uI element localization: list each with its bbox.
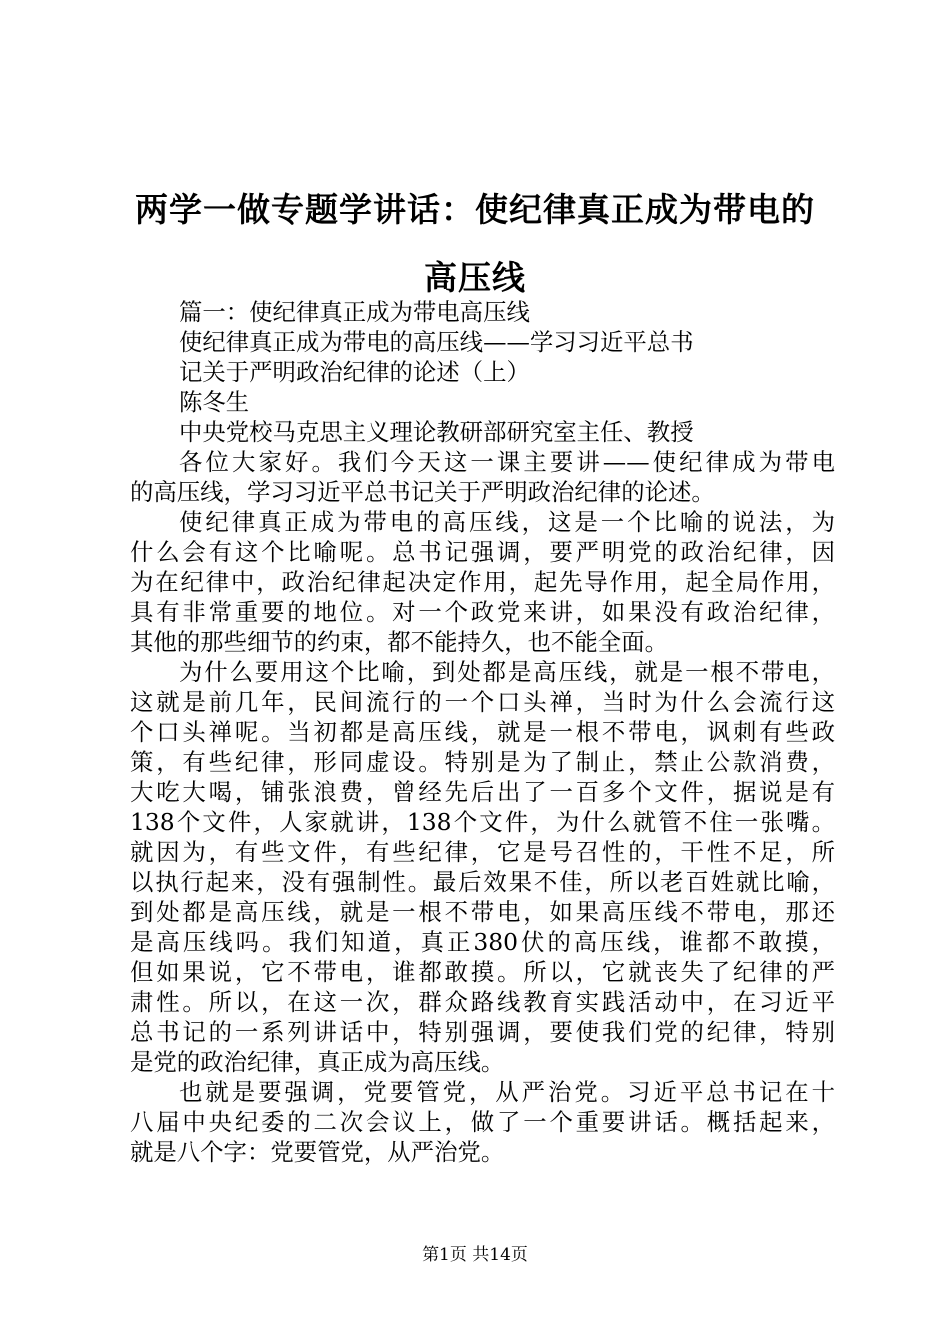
- paragraph: [130, 657, 835, 1077]
- paragraph-line: 陈冬生: [179, 388, 250, 416]
- paragraph-line: 是党的政治纪律，真正成为高压线。: [130, 1048, 505, 1076]
- title-line-1: 两学一做专题学讲话：使纪律真正成为带电的: [135, 190, 815, 229]
- paragraph-line: 138个文件，人家就讲，138个文件，为什么就管不住一张嘴。: [130, 808, 835, 836]
- paragraph-line: 策，有些纪律，形同虚设。特别是为了制止，禁止公款消费，: [130, 748, 835, 776]
- paragraph-line: 也就是要强调，党要管党，从严治党。习近平总书记在十: [179, 1078, 835, 1106]
- paragraph-line: 但如果说，它不带电，谁都敢摸。所以，它就丧失了纪律的严: [130, 958, 835, 986]
- paragraph-line: 具有非常重要的地位。对一个政党来讲，如果没有政治纪律，: [130, 598, 835, 626]
- paragraph-line: 记关于严明政治纪律的论述（上）: [179, 358, 530, 386]
- paragraph-line: 这就是前几年，民间流行的一个口头禅，当时为什么会流行这: [130, 688, 835, 716]
- paragraph-line: 个口头禅呢。当初都是高压线，就是一根不带电，讽刺有些政: [130, 718, 835, 746]
- paragraph-line: 中央党校马克思主义理论教研部研究室主任、教授: [179, 418, 694, 446]
- paragraph-line: 总书记的一系列讲话中，特别强调，要使我们党的纪律，特别: [130, 1018, 835, 1046]
- paragraph-line: 大吃大喝，铺张浪费，曾经先后出了一百多个文件，据说是有: [130, 778, 835, 806]
- page-footer: 第1页 共14页: [422, 1245, 528, 1265]
- paragraph: [130, 327, 835, 357]
- document-title: [100, 176, 850, 312]
- paragraph: [130, 507, 835, 657]
- paragraph-line: 为什么要用这个比喻，到处都是高压线，就是一根不带电，: [179, 658, 835, 686]
- paragraph: [130, 447, 835, 507]
- paragraph-line: 肃性。所以，在这一次，群众路线教育实践活动中，在习近平: [130, 988, 835, 1016]
- paragraph-line: 使纪律真正成为带电的高压线，这是一个比喻的说法，为: [179, 508, 835, 536]
- paragraph-line: 的高压线，学习习近平总书记关于严明政治纪律的论述。: [130, 478, 715, 506]
- paragraph-line: 以执行起来，没有强制性。最后效果不佳，所以老百姓就比喻，: [130, 868, 835, 896]
- paragraph-line: 八届中央纪委的二次会议上，做了一个重要讲话。概括起来，: [130, 1108, 835, 1136]
- paragraph-line: 是高压线吗。我们知道，真正380伏的高压线，谁都不敢摸，: [130, 928, 835, 956]
- paragraph: [130, 387, 835, 417]
- paragraph: [130, 417, 835, 447]
- paragraph-line: 为在纪律中，政治纪律起决定作用，起先导作用，起全局作用，: [130, 568, 835, 596]
- paragraph-line: 什么会有这个比喻呢。总书记强调，要严明党的政治纪律，因: [130, 538, 835, 566]
- paragraph-line: 就因为，有些文件，有些纪律，它是号召性的，干性不足，所: [130, 838, 835, 866]
- paragraph-line: 就是八个字：党要管党，从严治党。: [130, 1138, 505, 1166]
- paragraph: [130, 1077, 835, 1167]
- paragraph-line: 篇一：使纪律真正成为带电高压线: [179, 298, 530, 326]
- paragraph-line: 到处都是高压线，就是一根不带电，如果高压线不带电，那还: [130, 898, 835, 926]
- paragraph-line: 其他的那些细节的约束，都不能持久，也不能全面。: [130, 628, 668, 656]
- paragraph: [130, 297, 835, 327]
- paragraph-line: 使纪律真正成为带电的高压线——学习习近平总书: [179, 328, 694, 356]
- document-body: [130, 297, 835, 1167]
- paragraph-line: 各位大家好。我们今天这一课主要讲——使纪律成为带电: [179, 448, 835, 476]
- title-line-2: 高压线: [424, 258, 526, 297]
- paragraph: [130, 357, 835, 387]
